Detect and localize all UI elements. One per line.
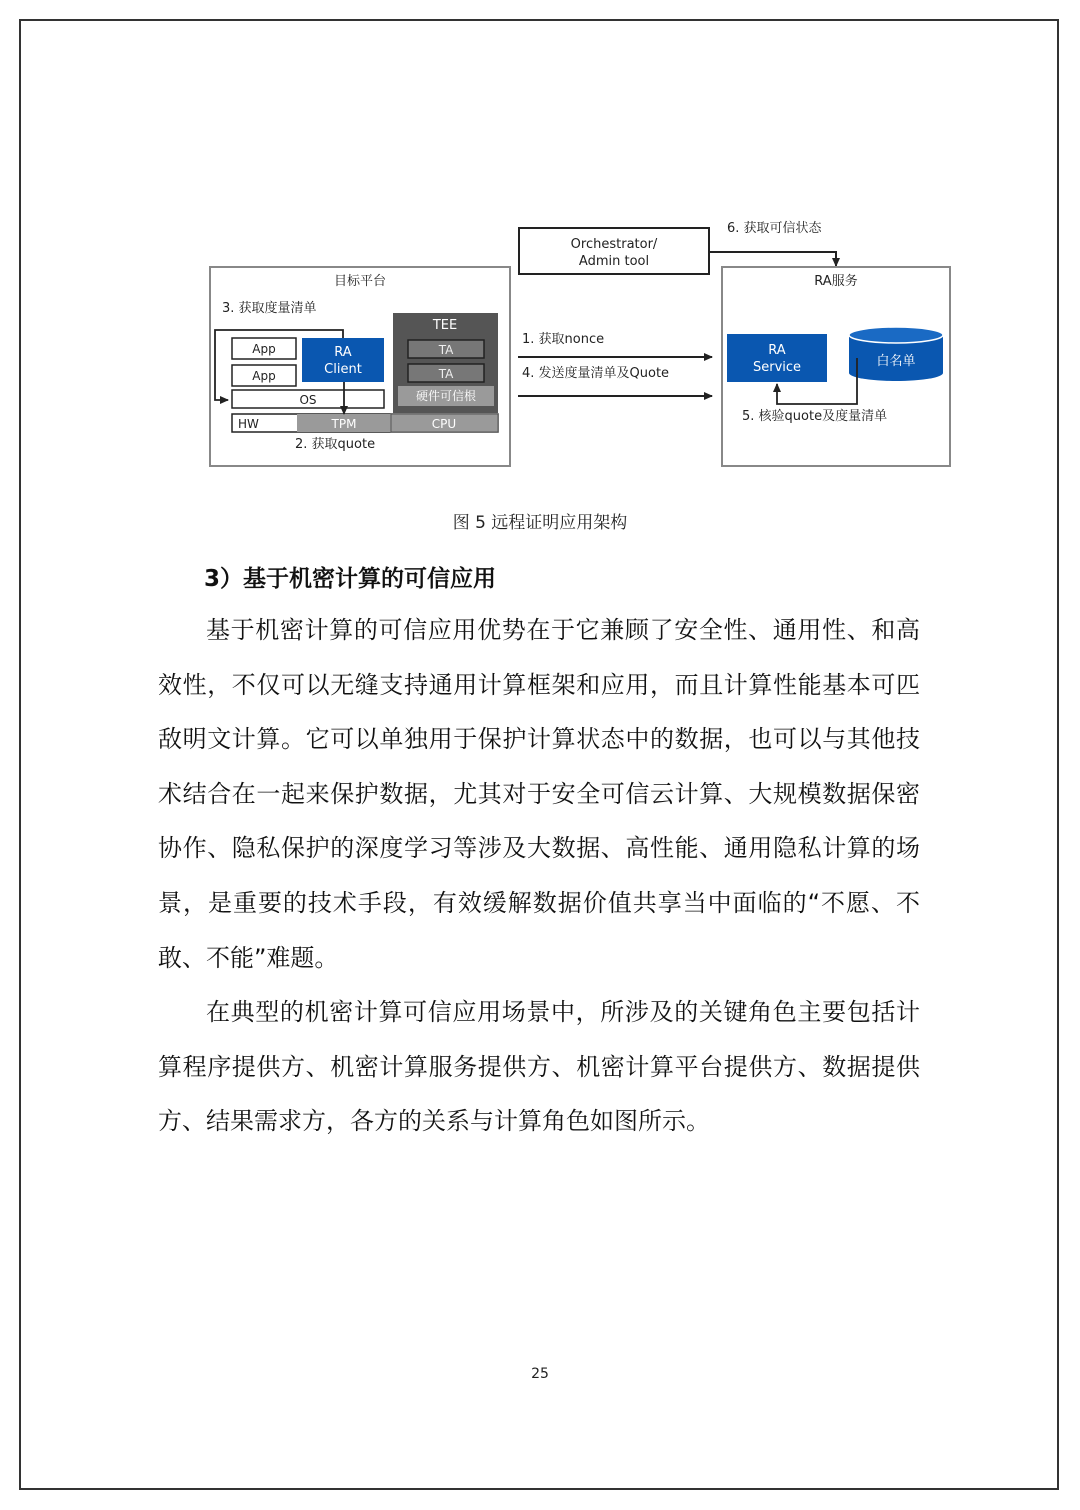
remote-attestation-diagram xyxy=(0,0,1080,500)
step5-label: 5. 核验quote及度量清单 xyxy=(742,409,888,424)
orchestrator-label-line2: Admin tool xyxy=(578,254,650,269)
orchestrator-label-line1: Orchestrator/ xyxy=(570,237,658,252)
step6-label: 6. 获取可信状态 xyxy=(727,221,822,236)
hw-root-label: 硬件可信根 xyxy=(415,389,477,403)
cpu-label: CPU xyxy=(431,417,457,431)
tpm-label: TPM xyxy=(331,417,357,431)
hw-label: HW xyxy=(238,417,259,431)
step2-label: 2. 获取quote xyxy=(295,437,376,452)
ra-service-label-line2: Service xyxy=(752,360,802,375)
page-number: 25 xyxy=(531,1366,549,1382)
ra-service-label-line1: RA xyxy=(768,343,786,358)
section-heading: 3）基于机密计算的可信应用 xyxy=(204,566,497,592)
whitelist-label: 白名单 xyxy=(876,354,916,369)
paragraph-2: 在典型的机密计算可信应用场景中，所涉及的关键角色主要包括计算程序提供方、机密计算服务提供方、机密计算平台提供方、数据提供方、结果需求方，各方的关系与计算角色如图所示。 xyxy=(158,998,920,1136)
tee-label: TEE xyxy=(432,318,458,333)
figure-caption: 图 5 远程证明应用架构 xyxy=(452,513,628,533)
app-label-2: App xyxy=(252,369,276,383)
ra-client-label-line2: Client xyxy=(324,362,362,377)
os-label: OS xyxy=(299,393,317,407)
step4-label: 4. 发送度量清单及Quote xyxy=(522,366,670,381)
paragraph-1: 基于机密计算的可信应用优势在于它兼顾了安全性、通用性、和高效性，不仅可以无缝支持通用计算框架和应用，而且计算性能基本可匹敌明文计算。它可以单独用于保护计算状态中的数据，也可以与其他技术结合在一起来保护数据，尤其对于安全可信云计算、大规模数据保密协作、隐私保护的深度学习等涉及大数据、高性能、通用隐私计算的场景，是重要的技术手段，有效缓解数据价值共享当中面临的“不愿、不敢、不能”难题。 xyxy=(158,616,920,972)
ra-server-label: RA服务 xyxy=(814,274,858,289)
ta-label-2: TA xyxy=(438,367,454,381)
app-label-1: App xyxy=(252,342,276,356)
ra-client-label-line1: RA xyxy=(334,345,352,360)
target-platform-label: 目标平台 xyxy=(333,274,387,289)
step3-label: 3. 获取度量清单 xyxy=(222,301,317,316)
step1-label: 1. 获取nonce xyxy=(522,332,605,347)
step6-arrow xyxy=(709,252,836,266)
ta-label-1: TA xyxy=(438,343,454,357)
